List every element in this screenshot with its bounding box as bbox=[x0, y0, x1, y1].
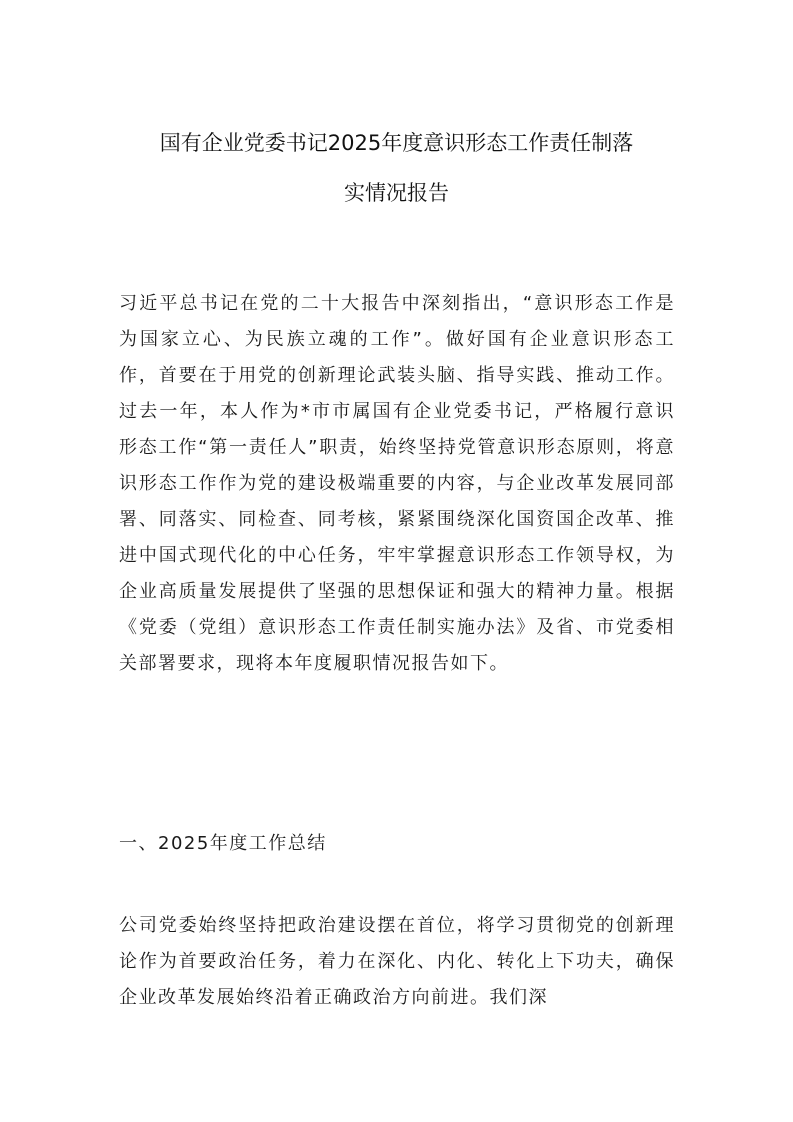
intro-paragraph: 习近平总书记在党的二十大报告中深刻指出，“意识形态工作是为国家立心、为民族立魂的工作”。做好国有企业意识形态工作，首要在于用党的创新理论武装头脑、指导实践、推动工作。过去一年，本人作为*市市属国有企业党委书记，严格履行意识形态工作“第一责任人”职责，始终坚持党管意识形态原则，将意识形态工作作为党的建设极端重要的内容，与企业改革发展同部署、同落实、同检查、同考核，紧紧围绕深化国资国企改革、推进中国式现代化的中心任务，牢牢掌握意识形态工作领导权，为企业高质量发展提供了坚强的思想保证和强大的精神力量。根据《党委（党组）意识形态工作责任制实施办法》及省、市党委相关部署要求，现将本年度履职情况报告如下。 bbox=[119, 293, 675, 674]
section-paragraph: 公司党委始终坚持把政治建设摆在首位，将学习贯彻党的创新理论作为首要政治任务，着力在深化、内化、转化上下功夫，确保企业改革发展始终沿着正确政治方向前进。我们深 bbox=[119, 915, 675, 1008]
section-heading: 一、2025年度工作总结 bbox=[119, 833, 327, 854]
document-title-line-1: 国有企业党委书记2025年度意识形态工作责任制落 bbox=[159, 131, 634, 155]
document-title-line-2: 实情况报告 bbox=[344, 181, 449, 205]
